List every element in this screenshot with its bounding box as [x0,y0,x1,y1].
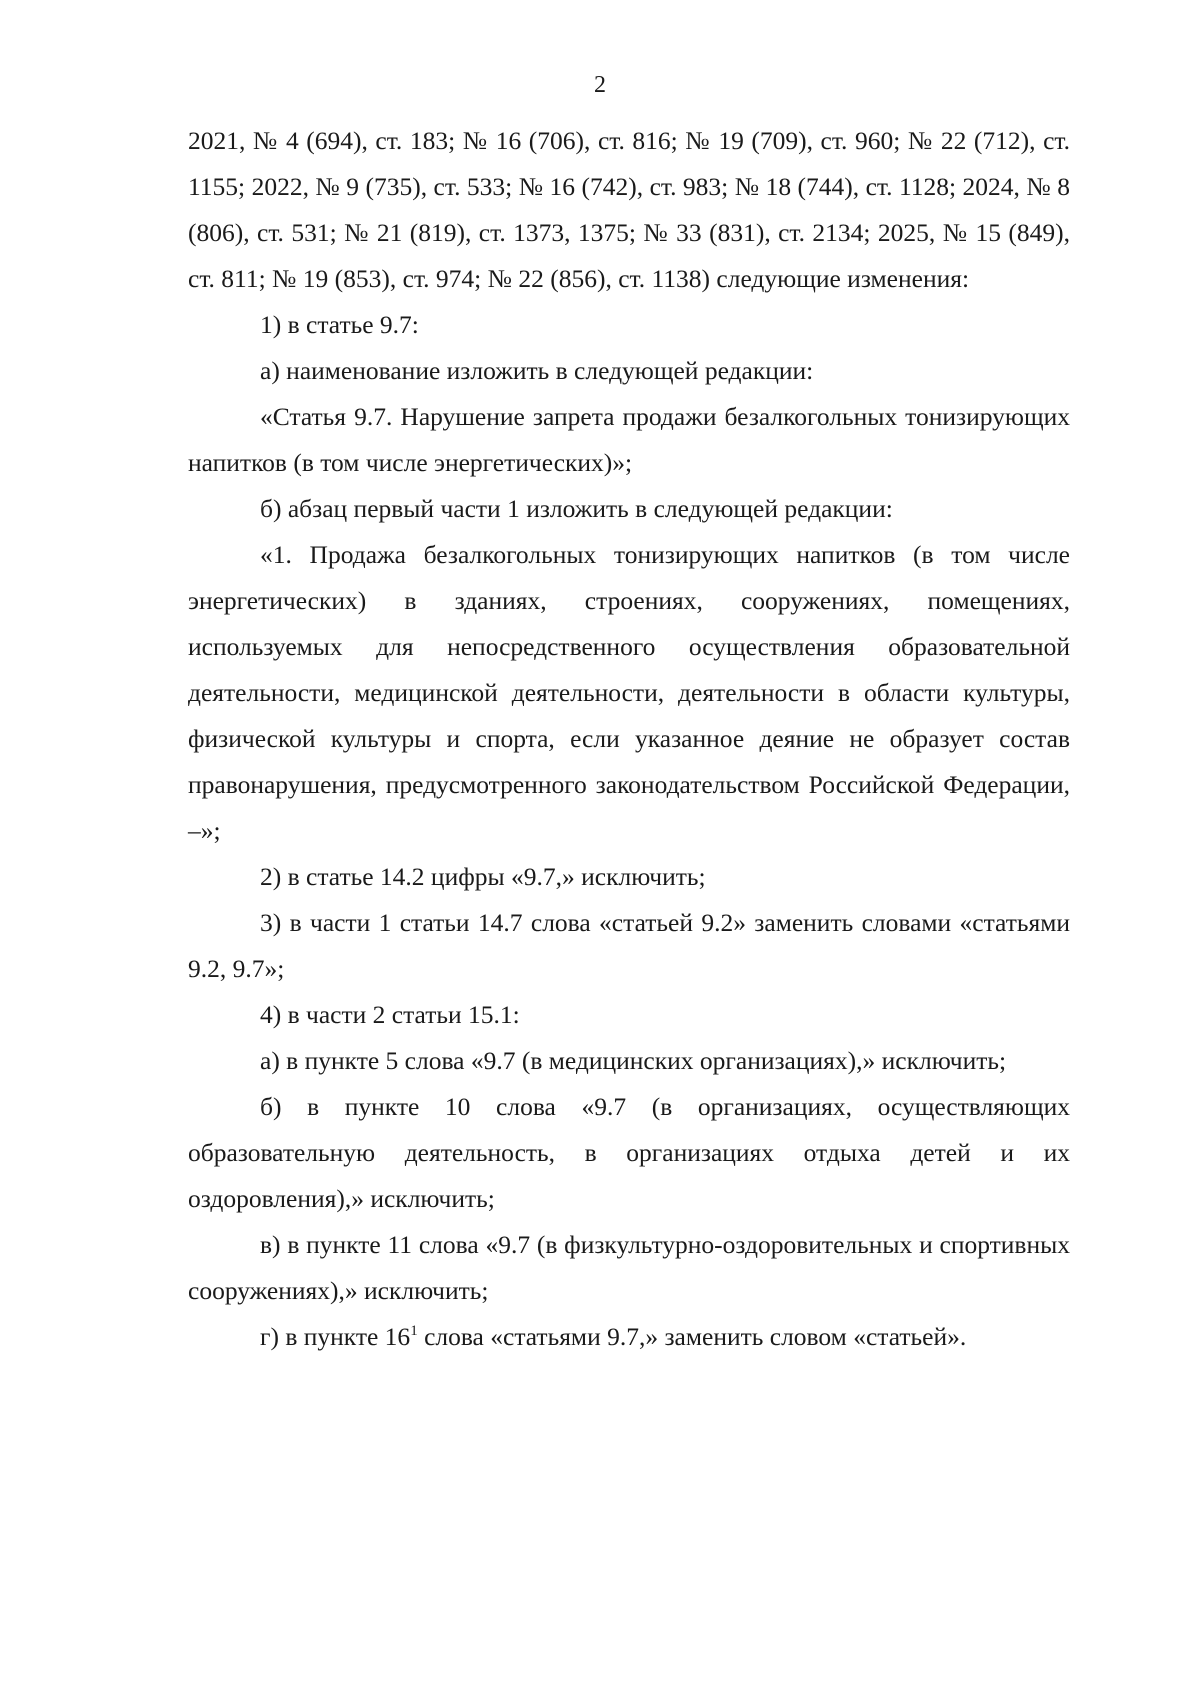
list-item: а) наименование изложить в следующей редакции: [260,356,814,385]
list-item: «1. Продажа безалкогольных тонизирующих напитков (в том числе энергетических) в зданиях, строениях, сооружениях, помещениях, используемых для непосредственного осуществления образовательной деятельности, медицинской деятельности, деятельности в области культуры, физической культуры и спорта, если указанное деяние не образует состав правонарушения, предусмотренного законодательством Российской Федерации, –»; [188,540,1070,845]
list-item: б) абзац первый части 1 изложить в следующей редакции: [260,494,893,523]
list-item: «Статья 9.7. Нарушение запрета продажи безалкогольных тонизирующих напитков (в том числе энергетических)»; [188,402,1070,477]
intro-paragraph: 2021, № 4 (694), ст. 183; № 16 (706), ст. 816; № 19 (709), ст. 960; № 22 (712), ст. 1155; 2022, № 9 (735), ст. 533; № 16 (742), ст. 983; № 18 (744), ст. 1128; 2024, № 8 (806), ст. 531; № 21 (819), ст. 1373, 1375; № 33 (831), ст. 2134; 2025, № 15 (849), ст. 811; № 19 (853), ст. 974; № 22 (856), ст. 1138) следующие изменения: [188,126,1070,293]
last-list-item [188,1314,1070,1360]
list-item: в) в пункте 11 слова «9.7 (в физкультурно-оздоровительных и спортивных сооружениях),» исключить; [188,1230,1070,1305]
list-item: а) в пункте 5 слова «9.7 (в медицинских организациях),» исключить; [260,1046,1007,1075]
page-number: 2 [594,72,606,98]
list-item: 1) в статье 9.7: [260,310,419,339]
document-body [188,118,1070,1360]
last-item-start: г) в пункте 16 [260,1322,411,1351]
list-item: 2) в статье 14.2 цифры «9.7,» исключить; [260,862,706,891]
last-item-end: слова «статьями 9.7,» заменить словом «статьей». [417,1322,967,1351]
list-item: 3) в части 1 статьи 14.7 слова «статьей 9.2» заменить словами «статьями 9.2, 9.7»; [188,908,1070,983]
list-item: 4) в части 2 статьи 15.1: [260,1000,520,1029]
superscript: 1 [410,1323,418,1339]
list-item: б) в пункте 10 слова «9.7 (в организациях, осуществляющих образовательную деятельность, в организациях отдыха детей и их оздоровления),» исключить; [188,1092,1070,1213]
